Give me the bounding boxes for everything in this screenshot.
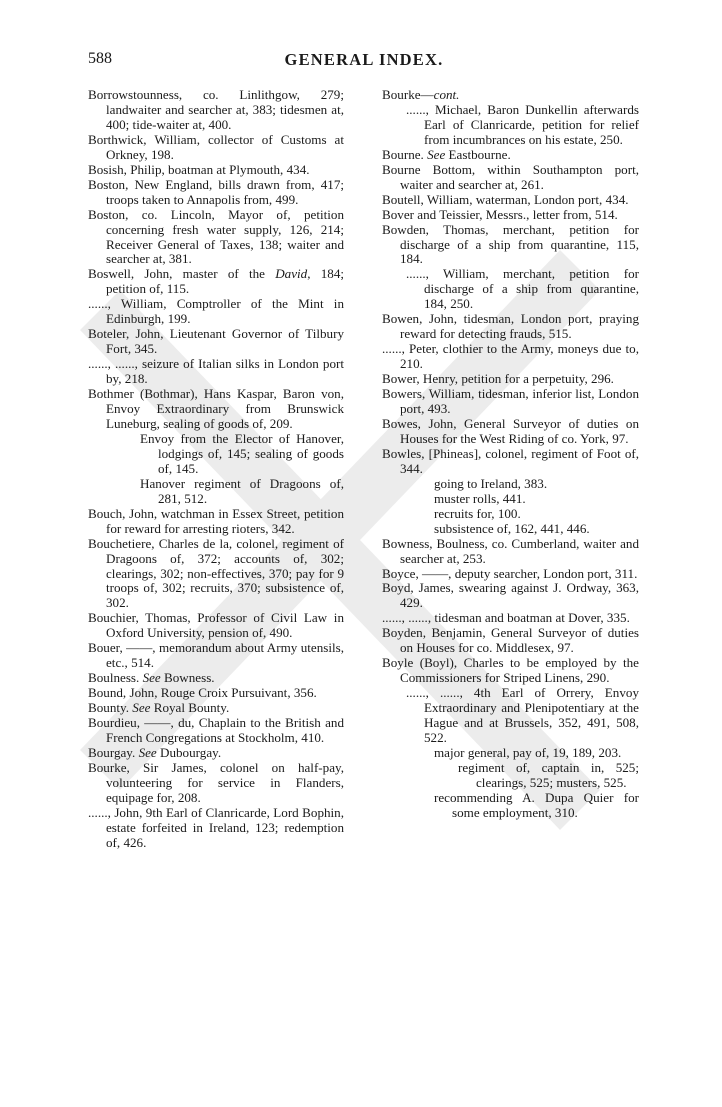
index-entry: Boteler, John, Lieutenant Governor of Tilbury Fort, 345. bbox=[88, 326, 344, 357]
index-entry: major general, pay of, 19, 189, 203. bbox=[434, 744, 622, 760]
page-number: 588 bbox=[88, 50, 112, 67]
index-entry: Bouer, ——, memorandum about Army utensils, etc., 514. bbox=[88, 640, 344, 671]
index-entry: going to Ireland, 383. bbox=[434, 475, 548, 491]
index-entry: Bosish, Philip, boatman at Plymouth, 434. bbox=[88, 161, 310, 177]
index-entry: Boyle (Boyl), Charles to be employed by the Commissioners for Striped Linens, 290. bbox=[382, 655, 639, 686]
index-entry: ......, ......, tidesman and boatman at Dover, 335. bbox=[382, 610, 630, 626]
index-entry: recruits for, 100. bbox=[434, 505, 521, 521]
index-entry: Bowes, John, General Surveyor of duties on Houses for the West Riding of co. York, 97. bbox=[382, 415, 639, 446]
index-entry: Boyce, ——, deputy searcher, London port, 311. bbox=[382, 565, 638, 581]
index-column-right bbox=[382, 88, 639, 821]
index-entry: Bowen, John, tidesman, London port, praying reward for detecting frauds, 515. bbox=[382, 311, 639, 342]
index-entry: regiment of, captain in, 525; clearings, 525; musters, 525. bbox=[458, 759, 639, 790]
index-entry: ......, ......, seizure of Italian silks in London port by, 218. bbox=[88, 356, 344, 387]
index-entry: Hanover regiment of Dragoons of, 281, 512. bbox=[140, 475, 344, 506]
index-entry: Bourne Bottom, within Southampton port, waiter and searcher at, 261. bbox=[382, 161, 639, 192]
index-entry: Bouchetiere, Charles de la, colonel, regiment of Dragoons of, 372; accounts of, 302; clearings, 302; non-effectives, 370; pay for 9 troops of, 302; recruits, 370; subsistence of, 302. bbox=[88, 535, 344, 611]
index-entry: Bourke—cont. bbox=[382, 87, 460, 102]
index-entry: ......, Peter, clothier to the Army, moneys due to, 210. bbox=[382, 341, 639, 372]
index-entry: ......, ......, 4th Earl of Orrery, Envoy Extraordinary and Plenipotentiary at the Hague and at Brussels, 352, 491, 508, 522. bbox=[406, 685, 639, 745]
index-entry: Bourke, Sir James, colonel on half-pay, volunteering for service in Flanders, equipage for, 208. bbox=[88, 759, 344, 805]
running-head: GENERAL INDEX. bbox=[284, 50, 444, 69]
index-entry: subsistence of, 162, 441, 446. bbox=[434, 520, 590, 536]
index-entry: Bover and Teissier, Messrs., letter from, 514. bbox=[382, 206, 618, 222]
index-entry: Bowden, Thomas, merchant, petition for discharge of a ship from quarantine, 115, 184. bbox=[382, 221, 639, 267]
index-entry: Bourdieu, ——, du, Chaplain to the British and French Congregations at Stockholm, 410. bbox=[88, 715, 344, 745]
index-entry: Boyden, Benjamin, General Surveyor of duties on Houses for co. Middlesex, 97. bbox=[382, 625, 639, 656]
index-entry: ......, William, Comptroller of the Mint in Edinburgh, 199. bbox=[88, 296, 344, 327]
index-entry: Borrowstounness, co. Linlithgow, 279; landwaiter and searcher at, 383; tidesmen at, 400; tide-waiter at, 400. bbox=[88, 87, 344, 132]
index-entry: Bourgay. See Dubourgay. bbox=[88, 744, 222, 760]
index-entry: Boyd, James, swearing against J. Ordway, 363, 429. bbox=[382, 580, 639, 611]
index-entry: Boulness. See Bowness. bbox=[88, 670, 215, 686]
index-entry: Envoy from the Elector of Hanover, lodgings of, 145; sealing of goods of, 145. bbox=[140, 430, 344, 476]
index-entry: Boston, co. Lincoln, Mayor of, petition concerning fresh water supply, 126, 214; Receiver General of Taxes, 138; waiter and searcher at, 381. bbox=[88, 206, 344, 267]
index-entry: ......, Michael, Baron Dunkellin afterwards Earl of Clanricarde, petition for relief from incumbrances on his estate, 250. bbox=[406, 101, 639, 147]
index-entry: Bouchier, Thomas, Professor of Civil Law in Oxford University, pension of, 490. bbox=[88, 610, 344, 641]
index-entry: Bouch, John, watchman in Essex Street, petition for reward for arresting rioters, 342. bbox=[88, 505, 344, 536]
index-entry: Bowles, [Phineas], colonel, regiment of Foot of, 344. bbox=[382, 445, 639, 476]
index-entry: Boston, New England, bills drawn from, 417; troops taken to Annapolis from, 499. bbox=[88, 176, 344, 207]
index-entry: recommending A. Dupa Quier for some employment, 310. bbox=[434, 789, 639, 820]
index-entry: Boutell, William, waterman, London port, 434. bbox=[382, 191, 629, 207]
index-entry: Bothmer (Bothmar), Hans Kaspar, Baron von, Envoy Extraordinary from Brunswick Luneburg, sealing of goods of, 209. bbox=[88, 386, 344, 431]
index-entry: ......, John, 9th Earl of Clanricarde, Lord Bophin, estate forfeited in Ireland, 123; redemption of, 426. bbox=[88, 804, 344, 850]
index-entry: Borthwick, William, collector of Customs at Orkney, 198. bbox=[88, 131, 344, 162]
index-entry: Bowness, Boulness, co. Cumberland, waiter and searcher at, 253. bbox=[382, 535, 639, 566]
index-column-left bbox=[88, 88, 344, 851]
index-entry: muster rolls, 441. bbox=[434, 490, 526, 506]
index-entry: Bourne. See Eastbourne. bbox=[382, 146, 511, 162]
index-entry: ......, William, merchant, petition for discharge of a ship from quarantine, 184, 250. bbox=[406, 266, 639, 312]
index-entry: Bower, Henry, petition for a perpetuity, 296. bbox=[382, 371, 614, 387]
index-entry: Bowers, William, tidesman, inferior list, London port, 493. bbox=[382, 386, 639, 417]
index-entry: Boswell, John, master of the David, 184; petition of, 115. bbox=[88, 266, 345, 297]
page-header bbox=[88, 50, 640, 74]
index-entry: Bounty. See Royal Bounty. bbox=[88, 700, 230, 716]
index-entry: Bound, John, Rouge Croix Pursuivant, 356. bbox=[88, 685, 317, 701]
